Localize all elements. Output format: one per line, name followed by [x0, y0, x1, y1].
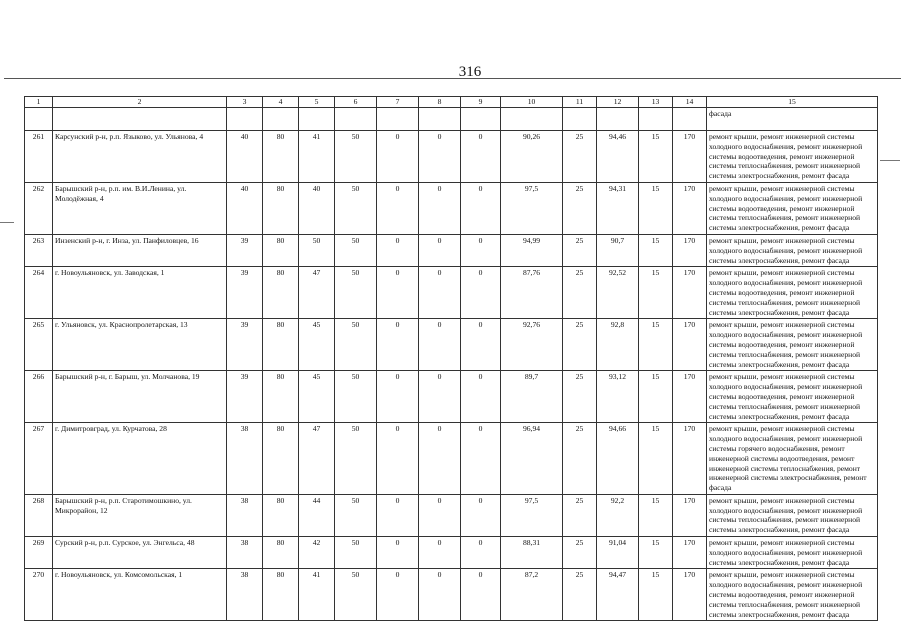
- column-header: 7: [377, 97, 419, 108]
- cell: 87,2: [501, 569, 563, 621]
- cell: 40: [227, 182, 263, 234]
- cell: 0: [377, 537, 419, 569]
- cell: 25: [563, 494, 597, 536]
- cell: 90,7: [597, 234, 639, 266]
- column-header: 11: [563, 97, 597, 108]
- cell: 0: [461, 494, 501, 536]
- cell: 39: [227, 371, 263, 423]
- cell: 0: [419, 267, 461, 319]
- cell: 80: [263, 569, 299, 621]
- cell: 0: [461, 569, 501, 621]
- address-cell: г. Новоульяновск, ул. Комсомольская, 1: [53, 569, 227, 621]
- cell: 0: [419, 569, 461, 621]
- cell: 0: [377, 267, 419, 319]
- cell: 15: [639, 569, 673, 621]
- column-header: 1: [25, 97, 53, 108]
- cell: 40: [299, 182, 335, 234]
- cell: 50: [335, 182, 377, 234]
- works-cell: ремонт крыши, ремонт инженерной системы холодного водоснабжения, ремонт инженерной системы теплоснабжения, ремонт инженерной системы электроснабжения, ремонт фасада: [707, 494, 878, 536]
- page-number: 316: [458, 64, 482, 80]
- cell: 25: [563, 182, 597, 234]
- address-cell: г. Ульяновск, ул. Краснопролетарская, 13: [53, 319, 227, 371]
- cell: 0: [419, 537, 461, 569]
- cell: 38: [227, 494, 263, 536]
- cell: 15: [639, 267, 673, 319]
- works-cell: ремонт крыши, ремонт инженерной системы холодного водоснабжения, ремонт инженерной системы горячего водоснабжения, ремонт инженерной системы водоотведения, ремонт инженерной системы теплоснабжения, ремонт инженерной системы электроснабжения, ремонт фасада: [707, 423, 878, 495]
- cell: 50: [335, 371, 377, 423]
- table-row: [25, 182, 878, 234]
- cell: 0: [461, 319, 501, 371]
- cell: 94,99: [501, 234, 563, 266]
- cell: 80: [263, 319, 299, 371]
- cell: 39: [227, 267, 263, 319]
- cell: 88,31: [501, 537, 563, 569]
- address-cell: Инзенский р-н, г. Инза, ул. Панфиловцев, 16: [53, 234, 227, 266]
- row-number: 262: [25, 182, 53, 234]
- register-table: [24, 96, 878, 621]
- cell: 15: [639, 319, 673, 371]
- cell: 15: [639, 131, 673, 183]
- cell: 0: [377, 131, 419, 183]
- cell: 41: [299, 569, 335, 621]
- cell: 0: [419, 131, 461, 183]
- cell: 50: [335, 319, 377, 371]
- cell: 25: [563, 537, 597, 569]
- cell: 15: [639, 423, 673, 495]
- cell: 94,47: [597, 569, 639, 621]
- cell: 80: [263, 234, 299, 266]
- scan-mark: [880, 160, 900, 161]
- cell: 170: [673, 537, 707, 569]
- cell: 25: [563, 319, 597, 371]
- cell: 0: [461, 371, 501, 423]
- table-row: [25, 371, 878, 423]
- address-cell: Барышский р-н, р.п. им. В.И.Ленина, ул. Молодёжная, 4: [53, 182, 227, 234]
- column-header: 2: [53, 97, 227, 108]
- cell: 94,46: [597, 131, 639, 183]
- cell: 87,76: [501, 267, 563, 319]
- cell: 92,52: [597, 267, 639, 319]
- cell: 0: [377, 569, 419, 621]
- cell: 38: [227, 537, 263, 569]
- cell: 25: [563, 234, 597, 266]
- cell: 97,5: [501, 182, 563, 234]
- row-number: 263: [25, 234, 53, 266]
- works-cell: ремонт крыши, ремонт инженерной системы холодного водоснабжения, ремонт инженерной системы водоотведения, ремонт инженерной системы теплоснабжения, ремонт инженерной системы электроснабжения, ремонт фасада: [707, 131, 878, 183]
- cell: 92,8: [597, 319, 639, 371]
- cell: 0: [461, 234, 501, 266]
- cell: 50: [299, 234, 335, 266]
- cell: 25: [563, 569, 597, 621]
- cell: 39: [227, 319, 263, 371]
- cell: 0: [377, 423, 419, 495]
- cell: 92,76: [501, 319, 563, 371]
- column-header: 9: [461, 97, 501, 108]
- cell: 15: [639, 371, 673, 423]
- column-header: 12: [597, 97, 639, 108]
- cell: 25: [563, 423, 597, 495]
- table-row: [25, 319, 878, 371]
- cell: 0: [419, 319, 461, 371]
- cell: 50: [335, 537, 377, 569]
- cell: 80: [263, 131, 299, 183]
- cell: 97,5: [501, 494, 563, 536]
- cell: 50: [335, 569, 377, 621]
- cell: 45: [299, 371, 335, 423]
- cell: 170: [673, 423, 707, 495]
- cell: 0: [461, 182, 501, 234]
- row-number: 270: [25, 569, 53, 621]
- cell: 170: [673, 569, 707, 621]
- cell: 0: [377, 319, 419, 371]
- table-row: [25, 569, 878, 621]
- table-row: [25, 234, 878, 266]
- column-header: 4: [263, 97, 299, 108]
- row-number: 265: [25, 319, 53, 371]
- works-cell: ремонт крыши, ремонт инженерной системы холодного водоснабжения, ремонт инженерной системы электроснабжения, ремонт фасада: [707, 537, 878, 569]
- cell: 15: [639, 182, 673, 234]
- works-cell: ремонт крыши, ремонт инженерной системы холодного водоснабжения, ремонт инженерной системы водоотведения, ремонт инженерной системы теплоснабжения, ремонт инженерной системы электроснабжения, ремонт фасада: [707, 319, 878, 371]
- cell: 0: [419, 234, 461, 266]
- cell: 80: [263, 371, 299, 423]
- column-header: 13: [639, 97, 673, 108]
- cell: 170: [673, 182, 707, 234]
- cell: 80: [263, 537, 299, 569]
- cell: 94,31: [597, 182, 639, 234]
- column-header: 3: [227, 97, 263, 108]
- table-row: [25, 494, 878, 536]
- cell: 170: [673, 371, 707, 423]
- cell: 50: [335, 267, 377, 319]
- cell: 170: [673, 131, 707, 183]
- row-number: 266: [25, 371, 53, 423]
- cell: 44: [299, 494, 335, 536]
- works-cell: ремонт крыши, ремонт инженерной системы холодного водоснабжения, ремонт инженерной системы водоотведения, ремонт инженерной системы теплоснабжения, ремонт инженерной системы электроснабжения, ремонт фасада: [707, 267, 878, 319]
- cell: 15: [639, 494, 673, 536]
- cell: 92,2: [597, 494, 639, 536]
- cell: 0: [461, 537, 501, 569]
- address-cell: г. Димитровград, ул. Курчатова, 28: [53, 423, 227, 495]
- address-cell: г. Новоульяновск, ул. Заводская, 1: [53, 267, 227, 319]
- cell: 25: [563, 131, 597, 183]
- cell: 0: [377, 371, 419, 423]
- cell: 50: [335, 234, 377, 266]
- column-header: 5: [299, 97, 335, 108]
- cell: 94,66: [597, 423, 639, 495]
- cell: 80: [263, 494, 299, 536]
- cell: 91,04: [597, 537, 639, 569]
- column-header: 8: [419, 97, 461, 108]
- cell: 39: [227, 234, 263, 266]
- cell: 0: [377, 182, 419, 234]
- cell: 170: [673, 234, 707, 266]
- cell: 93,12: [597, 371, 639, 423]
- row-number: 269: [25, 537, 53, 569]
- cell: 0: [419, 494, 461, 536]
- column-header: 6: [335, 97, 377, 108]
- row-number: 268: [25, 494, 53, 536]
- cell: 38: [227, 569, 263, 621]
- cell: 80: [263, 182, 299, 234]
- works-cell: ремонт крыши, ремонт инженерной системы холодного водоснабжения, ремонт инженерной системы электроснабжения, ремонт фасада: [707, 234, 878, 266]
- cell: 0: [419, 423, 461, 495]
- cell: 50: [335, 131, 377, 183]
- cell: 170: [673, 494, 707, 536]
- cell: 47: [299, 423, 335, 495]
- address-cell: Карсунский р-н, р.п. Языково, ул. Ульянова, 4: [53, 131, 227, 183]
- column-header: 14: [673, 97, 707, 108]
- table-row: [25, 423, 878, 495]
- column-header: 10: [501, 97, 563, 108]
- works-cell: ремонт крыши, ремонт инженерной системы холодного водоснабжения, ремонт инженерной системы водоотведения, ремонт инженерной системы теплоснабжения, ремонт инженерной системы электроснабжения, ремонт фасада: [707, 569, 878, 621]
- cell: 89,7: [501, 371, 563, 423]
- table-row: [25, 267, 878, 319]
- cell: 42: [299, 537, 335, 569]
- row-number: 267: [25, 423, 53, 495]
- cell: 38: [227, 423, 263, 495]
- address-cell: Сурский р-н, р.п. Сурское, ул. Энгельса, 48: [53, 537, 227, 569]
- cell: 50: [335, 494, 377, 536]
- cell: 90,26: [501, 131, 563, 183]
- cell: 170: [673, 267, 707, 319]
- cell: 0: [419, 182, 461, 234]
- row-number: 261: [25, 131, 53, 183]
- cell: 47: [299, 267, 335, 319]
- column-number-row: [25, 97, 878, 108]
- cell: 96,94: [501, 423, 563, 495]
- cell: 0: [419, 371, 461, 423]
- works-cell: ремонт крыши, ремонт инженерной системы холодного водоснабжения, ремонт инженерной системы водоотведения, ремонт инженерной системы теплоснабжения, ремонт инженерной системы электроснабжения, ремонт фасада: [707, 182, 878, 234]
- cell: 0: [461, 267, 501, 319]
- cell: 40: [227, 131, 263, 183]
- cell: 80: [263, 423, 299, 495]
- cell: 25: [563, 371, 597, 423]
- cell: 0: [377, 494, 419, 536]
- cell: 45: [299, 319, 335, 371]
- address-cell: Барышский р-н, г. Барыш, ул. Молчанова, 19: [53, 371, 227, 423]
- scan-mark: [0, 222, 14, 223]
- cell: 41: [299, 131, 335, 183]
- cell: 15: [639, 537, 673, 569]
- works-cell: ремонт крыши, ремонт инженерной системы холодного водоснабжения, ремонт инженерной системы водоотведения, ремонт инженерной системы теплоснабжения, ремонт инженерной системы электроснабжения, ремонт фасада: [707, 371, 878, 423]
- cell: 0: [461, 131, 501, 183]
- continuation-row: [25, 108, 878, 131]
- column-header: 15: [707, 97, 878, 108]
- cell: 15: [639, 234, 673, 266]
- cell: 80: [263, 267, 299, 319]
- table-row: [25, 131, 878, 183]
- cell: 0: [377, 234, 419, 266]
- cell: 0: [461, 423, 501, 495]
- cell: 170: [673, 319, 707, 371]
- cell: 50: [335, 423, 377, 495]
- continuation-text: фасада: [707, 108, 878, 131]
- table-row: [25, 537, 878, 569]
- row-number: 264: [25, 267, 53, 319]
- cell: 25: [563, 267, 597, 319]
- address-cell: Барышский р-н, р.п. Старотимошкино, ул. Микрорайон, 12: [53, 494, 227, 536]
